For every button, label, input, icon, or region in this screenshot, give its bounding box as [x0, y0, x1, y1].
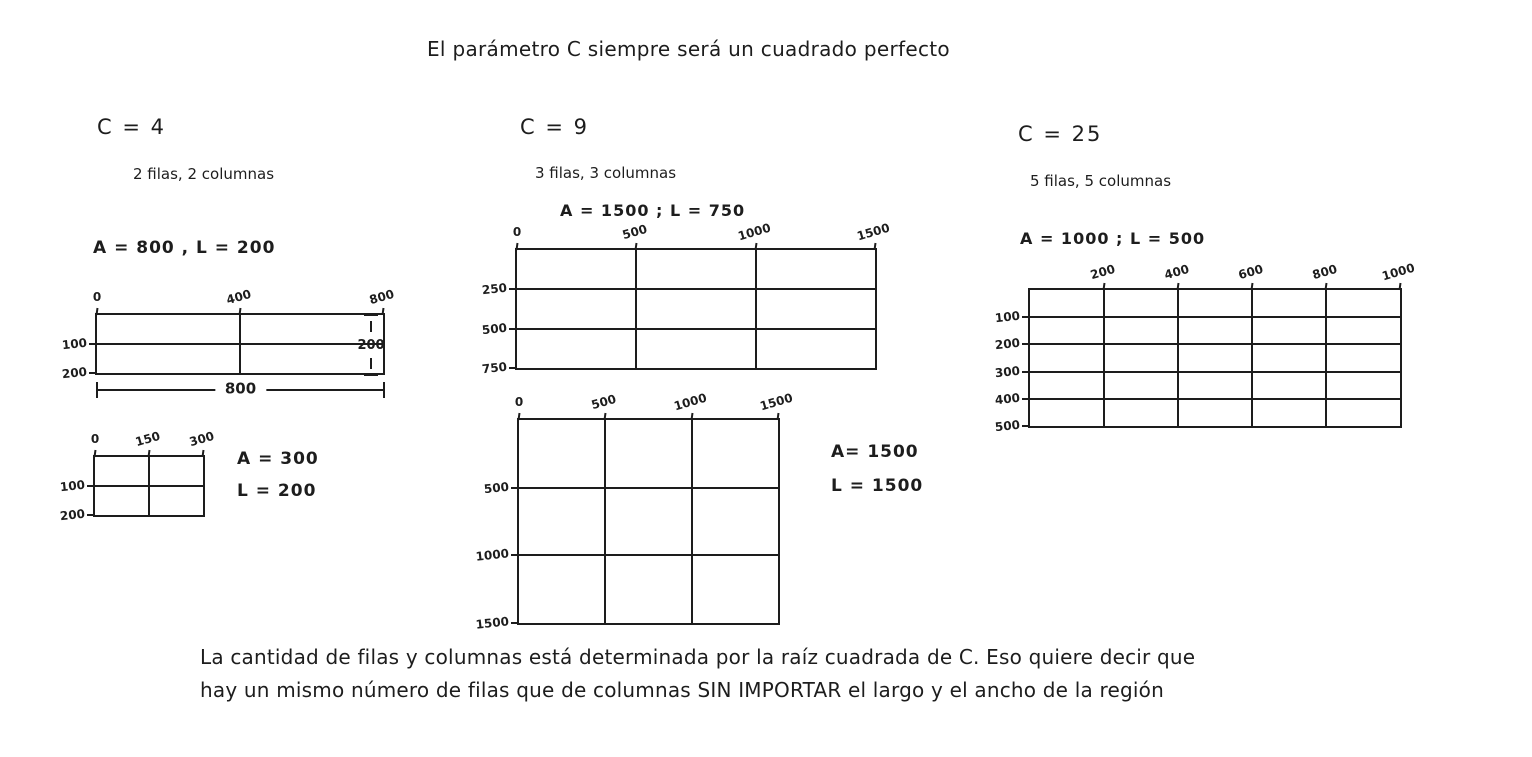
- x-axis-tick-label: 0: [514, 395, 524, 409]
- c4-height-dimension-marker: [357, 314, 385, 376]
- c9-grid-square: [474, 390, 795, 632]
- y-axis-tick-label: 1000: [474, 546, 510, 565]
- y-axis-tick: [511, 487, 519, 489]
- x-axis-tick: [96, 308, 99, 315]
- y-axis-tick: [509, 367, 517, 369]
- x-axis-tick: [518, 413, 521, 420]
- x-axis-tick-label: 0: [90, 432, 100, 446]
- x-axis-tick-label: 1000: [736, 220, 772, 244]
- x-axis-tick-label: 200: [1088, 261, 1117, 283]
- y-axis-tick-label: 500: [483, 479, 510, 496]
- c4-grid2-params-l: L = 200: [237, 481, 317, 501]
- grid-row-line: [97, 343, 383, 345]
- c4-grid1-params: A = 800 , L = 200: [93, 238, 276, 258]
- grid-row-line: [517, 288, 875, 290]
- x-axis-tick: [604, 413, 607, 420]
- x-axis-tick: [690, 413, 693, 420]
- x-axis-tick: [202, 450, 205, 457]
- y-axis-tick: [1022, 371, 1030, 373]
- y-axis-tick: [509, 288, 517, 290]
- y-axis-tick-label: 1500: [474, 614, 510, 632]
- c9-grid1-params: A = 1500 ; L = 750: [560, 201, 746, 220]
- x-axis-tick-label: 300: [187, 428, 216, 450]
- y-axis-tick: [1022, 343, 1030, 345]
- x-axis-tick: [1251, 283, 1254, 290]
- grid-column-line: [691, 420, 693, 623]
- y-axis-tick: [1022, 425, 1030, 427]
- c25-grid-params: A = 1000 ; L = 500: [1020, 229, 1206, 248]
- dimension-stem-bottom: [370, 358, 372, 369]
- section-c9-heading: C = 9: [520, 115, 589, 139]
- grid-column-line: [1325, 290, 1327, 426]
- grid-row-line: [95, 485, 203, 487]
- x-axis-tick: [754, 243, 757, 250]
- x-axis-tick: [1399, 283, 1402, 290]
- y-axis-tick-label: 200: [994, 336, 1021, 353]
- grid-row-line: [1030, 343, 1400, 345]
- y-axis-tick-label: 100: [59, 477, 86, 495]
- c25-grid: [994, 260, 1417, 435]
- c4-grid-large: [61, 286, 396, 382]
- x-axis-tick: [635, 243, 638, 250]
- dimension-cap-bottom: [364, 374, 378, 376]
- y-axis-tick: [87, 485, 95, 487]
- y-axis-tick-label: 250: [481, 281, 508, 298]
- grid-row-line: [1030, 316, 1400, 318]
- x-axis-tick: [777, 413, 780, 420]
- x-axis-tick-label: 800: [367, 286, 396, 308]
- section-c4-subheading: 2 filas, 2 columnas: [133, 165, 275, 183]
- y-axis-tick: [1022, 398, 1030, 400]
- y-axis-tick-label: 200: [61, 364, 88, 382]
- section-c25-subheading: 5 filas, 5 columnas: [1030, 172, 1172, 190]
- y-axis-tick: [87, 514, 95, 516]
- y-axis-tick-label: 200: [59, 506, 86, 524]
- c4-grid2-params-a: A = 300: [237, 449, 319, 469]
- section-c9-subheading: 3 filas, 3 columnas: [535, 164, 677, 182]
- grid-column-line: [635, 250, 637, 368]
- grid-column-line: [755, 250, 757, 368]
- y-axis-tick-label: 100: [994, 308, 1021, 326]
- y-axis-tick: [89, 343, 97, 345]
- y-axis-tick-label: 300: [994, 363, 1021, 380]
- grid-row-line: [517, 328, 875, 330]
- c4-width-dimension-bracket: [96, 379, 385, 398]
- x-axis-tick-label: 1000: [672, 390, 708, 414]
- grid-column-line: [1177, 290, 1179, 426]
- x-axis-tick: [94, 450, 97, 457]
- x-axis-tick-label: 400: [224, 286, 253, 308]
- x-axis-tick-label: 1500: [855, 220, 892, 244]
- x-axis-tick-label: 400: [1162, 261, 1191, 283]
- c4-height-dimension-label: 200: [357, 337, 385, 353]
- c4-width-dimension-label: 800: [215, 380, 266, 398]
- dimension-cap-top: [364, 314, 378, 316]
- y-axis-tick-label: 100: [61, 335, 88, 353]
- x-axis-tick: [1177, 283, 1180, 290]
- c4-grid-small: [59, 428, 216, 524]
- x-axis-tick-label: 0: [512, 225, 522, 239]
- x-axis-tick-label: 150: [133, 428, 162, 450]
- footer-line-2: hay un mismo número de filas que de columnas SIN IMPORTAR el largo y el ancho de la región: [200, 678, 1164, 702]
- c9-grid2-params-l: L = 1500: [831, 476, 924, 496]
- y-axis-tick-label: 750: [481, 359, 508, 377]
- grid-row-line: [519, 554, 778, 556]
- dimension-stem-top: [370, 321, 372, 332]
- x-axis-tick: [1325, 283, 1328, 290]
- y-axis-tick-label: 500: [481, 320, 508, 337]
- x-axis-tick: [239, 308, 242, 315]
- grid-row-line: [519, 487, 778, 489]
- x-axis-tick-label: 500: [590, 391, 619, 413]
- grid-column-line: [1103, 290, 1105, 426]
- y-axis-tick: [89, 372, 97, 374]
- y-axis-tick: [511, 622, 519, 624]
- y-axis-tick: [509, 328, 517, 330]
- x-axis-tick-label: 500: [621, 221, 650, 243]
- footer-line-1: La cantidad de filas y columnas está determinada por la raíz cuadrada de C. Eso quiere decir que: [200, 645, 1196, 669]
- x-axis-tick: [874, 243, 877, 250]
- y-axis-tick-label: 400: [994, 390, 1021, 408]
- x-axis-tick: [382, 308, 385, 315]
- x-axis-tick-label: 1000: [1380, 260, 1417, 284]
- c9-grid2-params-a: A= 1500: [831, 442, 919, 462]
- grid-row-line: [1030, 398, 1400, 400]
- x-axis-tick-label: 600: [1236, 261, 1265, 283]
- x-axis-tick: [148, 450, 151, 457]
- grid-column-line: [1251, 290, 1253, 426]
- y-axis-tick: [511, 554, 519, 556]
- dimension-end-left: [96, 382, 98, 398]
- grid-column-line: [604, 420, 606, 623]
- x-axis-tick-label: 0: [92, 290, 102, 304]
- diagram-title: El parámetro C siempre será un cuadrado perfecto: [427, 37, 950, 61]
- y-axis-tick: [1022, 316, 1030, 318]
- x-axis-tick: [1103, 283, 1106, 290]
- x-axis-tick-label: 1500: [758, 390, 795, 414]
- dimension-end-right: [383, 382, 385, 398]
- grid-row-line: [1030, 371, 1400, 373]
- x-axis-tick: [516, 243, 519, 250]
- y-axis-tick-label: 500: [994, 417, 1021, 435]
- x-axis-tick-label: 800: [1310, 261, 1339, 283]
- section-c4-heading: C = 4: [97, 115, 166, 139]
- section-c25-heading: C = 25: [1018, 122, 1103, 146]
- c9-grid-wide: [481, 220, 892, 377]
